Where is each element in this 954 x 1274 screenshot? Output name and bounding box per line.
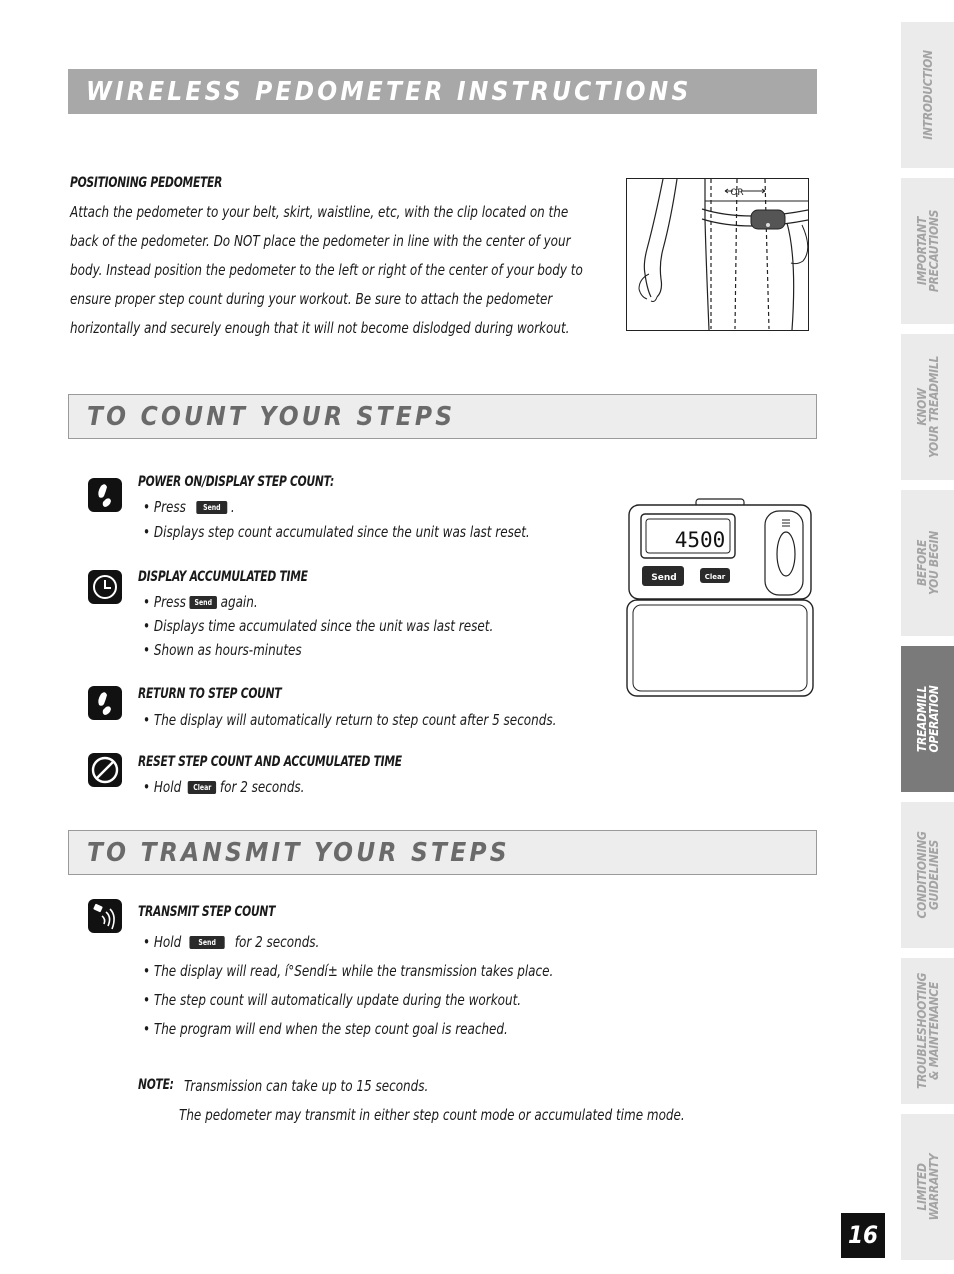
tab-conditioning-guidelines[interactable]	[901, 802, 954, 948]
tab-label: BEFORE YOU BEGIN	[914, 531, 941, 595]
reset-icon	[88, 753, 122, 787]
return-heading: RETURN TO STEP COUNT	[138, 686, 282, 702]
transmit-heading: TRANSMIT STEP COUNT	[138, 904, 276, 920]
time-press-line	[143, 593, 258, 611]
section-banner-wireless	[68, 69, 817, 114]
tab-label: CONDITIONING GUIDELINES	[914, 831, 941, 919]
power-press-after: .	[230, 498, 235, 516]
tab-important-precautions[interactable]	[901, 178, 954, 324]
send-button-icon: Send	[189, 596, 217, 609]
clock-icon	[88, 570, 122, 604]
section-title: TO TRANSMIT YOUR STEPS	[87, 838, 510, 868]
section-title: TO COUNT YOUR STEPS	[87, 402, 456, 432]
transmit-hold-after: for 2 seconds.	[234, 933, 320, 951]
reset-hold-line	[143, 778, 304, 796]
positioning-line: horizontally and securely enough that it will not become dislodged during workout.	[70, 319, 570, 337]
reset-hold-text: • Hold	[143, 778, 182, 796]
device-send-label: Send	[651, 573, 677, 583]
positioning-line: body. Instead position the pedometer to the left or right of the center of your body to	[70, 261, 583, 279]
tab-label: KNOW YOUR TREADMILL	[914, 355, 941, 459]
tab-label: IMPORTANT PRECAUTIONS	[914, 209, 941, 293]
device-clear-label: Clear	[704, 573, 726, 581]
note-line2: The pedometer may transmit in either step count mode or accumulated time mode.	[179, 1106, 685, 1124]
transmit-line3: • The step count will automatically update during the workout.	[143, 991, 522, 1009]
tab-treadmill-operation[interactable]	[901, 646, 954, 792]
transmit-line2: • The display will read, í°Sendí± while the transmission takes place.	[143, 962, 554, 980]
time-heading: DISPLAY ACCUMULATED TIME	[138, 569, 308, 585]
clear-button-icon: Clear	[188, 781, 216, 794]
power-line2: • Displays step count accumulated since the unit was last reset.	[143, 523, 530, 541]
send-button-icon: Send	[196, 501, 227, 514]
pedometer-device-illustration	[622, 495, 818, 700]
positioning-line: Attach the pedometer to your belt, skirt, waistline, etc, with the clip located on the	[70, 203, 569, 221]
time-line2: • Displays time accumulated since the unit was last reset.	[143, 617, 494, 635]
pedometer-placement-illustration	[626, 178, 809, 331]
tab-label: TREADMILL OPERATION	[914, 685, 941, 753]
power-heading: POWER ON/DISPLAY STEP COUNT:	[138, 474, 335, 490]
note-line1: Transmission can take up to 15 seconds.	[184, 1077, 429, 1095]
tab-limited-warranty[interactable]	[901, 1114, 954, 1260]
reset-hold-after: for 2 seconds.	[219, 778, 305, 796]
time-press-text: • Press	[143, 593, 186, 611]
tab-label: LIMITED WARRANTY	[914, 1153, 941, 1221]
tab-before-you-begin[interactable]	[901, 490, 954, 636]
positioning-line: back of the pedometer. Do NOT place the pedometer in line with the center of your	[70, 232, 571, 250]
power-press-line	[143, 498, 235, 516]
return-line1: • The display will automatically return to step count after 5 seconds.	[143, 711, 557, 729]
tab-know-your-treadmill[interactable]	[901, 334, 954, 480]
time-line3: • Shown as hours-minutes	[143, 641, 302, 659]
section-banner-count	[68, 394, 817, 439]
or-label: OR	[730, 188, 744, 198]
reset-heading: RESET STEP COUNT AND ACCUMULATED TIME	[138, 754, 402, 770]
transmit-icon	[88, 899, 122, 933]
positioning-heading: POSITIONING PEDOMETER	[70, 175, 223, 191]
transmit-line4: • The program will end when the step count goal is reached.	[143, 1020, 508, 1038]
send-button-icon: Send	[190, 936, 225, 949]
transmit-hold-line	[143, 933, 319, 951]
device-display-value: 4500	[674, 528, 726, 552]
tab-introduction[interactable]	[901, 22, 954, 168]
section-title: WIRELESS PEDOMETER INSTRUCTIONS	[86, 77, 692, 107]
tab-label: INTRODUCTION	[920, 50, 935, 140]
footprint-icon	[88, 478, 122, 512]
note-label: NOTE:	[138, 1077, 174, 1093]
transmit-hold-text: • Hold	[143, 933, 182, 951]
tab-label: TROUBLESHOOTING & MAINTENANCE	[914, 972, 941, 1090]
page-number: 16	[841, 1213, 885, 1258]
section-banner-transmit	[68, 830, 817, 875]
positioning-line: ensure proper step count during your workout. Be sure to attach the pedometer	[70, 290, 553, 308]
tab-troubleshooting-maintenance[interactable]	[901, 958, 954, 1104]
time-press-after: again.	[220, 593, 258, 611]
footprint-icon	[88, 686, 122, 720]
power-press-text: • Press	[143, 498, 186, 516]
